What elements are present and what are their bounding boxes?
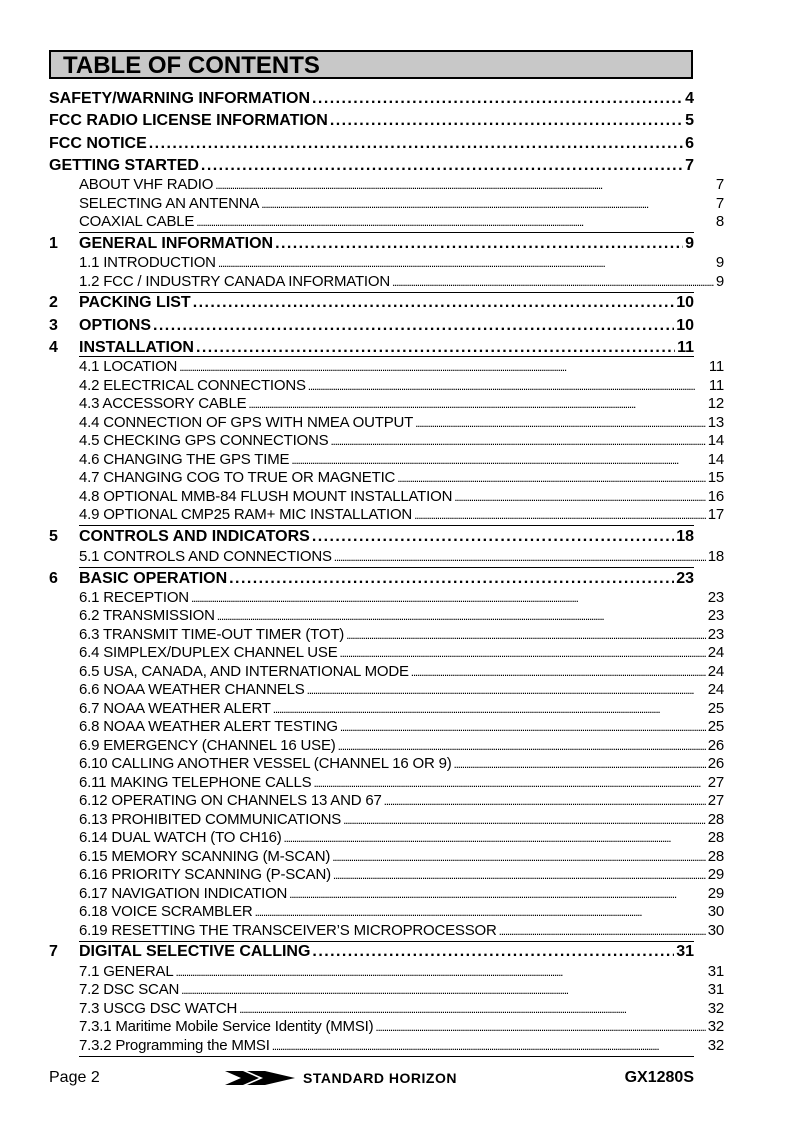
toc-dot-leader — [191, 589, 706, 608]
toc-entry — [49, 88, 694, 110]
toc-entry-page: 26 — [707, 755, 724, 772]
toc-entry-page: 7 — [715, 194, 724, 212]
toc-entry — [49, 885, 724, 904]
toc-dot-leader — [215, 176, 714, 195]
toc-dot-leader — [217, 607, 706, 626]
toc-entry-label: 6.1 RECEPTION — [79, 588, 189, 606]
footer-page-number: Page 2 — [49, 1069, 100, 1086]
toc-entry — [49, 681, 724, 700]
toc-entry — [49, 1000, 724, 1019]
toc-dot-leader — [176, 963, 706, 982]
toc-dot-leader — [273, 700, 706, 719]
toc-entry-page: 15 — [707, 469, 724, 486]
toc-entry-label: 1.1 INTRODUCTION — [79, 254, 216, 271]
toc-dot-leader — [312, 88, 683, 110]
toc-entry — [49, 568, 694, 590]
toc-entry-page: 17 — [707, 506, 724, 523]
toc-entry — [49, 195, 724, 214]
toc-entry-label: 6.7 NOAA WEATHER ALERT — [79, 699, 271, 717]
toc-title-box — [49, 50, 693, 79]
toc-entry-number: 2 — [49, 294, 58, 311]
toc-entry — [49, 981, 724, 1000]
toc-entry-page: 11 — [677, 339, 694, 356]
toc-entry — [49, 774, 724, 793]
toc-entry-page: 31 — [707, 962, 724, 980]
toc-entry-page: 23 — [707, 607, 724, 624]
toc-entry — [49, 792, 724, 811]
toc-entry-label: ABOUT VHF RADIO — [79, 176, 214, 193]
toc-dot-leader — [384, 792, 706, 811]
toc-entry-label: 6.15 MEMORY SCANNING (M-SCAN) — [79, 847, 331, 865]
toc-entry-label: PACKING LIST — [79, 294, 191, 311]
toc-entry — [49, 718, 724, 737]
toc-dot-leader — [499, 922, 706, 941]
toc-entry-page: 27 — [707, 792, 724, 809]
toc-entry-label: SAFETY/WARNING INFORMATION — [49, 90, 311, 107]
toc-entry — [49, 607, 724, 626]
toc-entry-page: 30 — [707, 921, 724, 939]
toc-entry-page: 9 — [715, 272, 724, 290]
toc-entry — [49, 626, 724, 645]
toc-dot-leader — [411, 663, 706, 682]
toc-entry-label: OPTIONS — [79, 317, 152, 334]
toc-entry — [49, 414, 724, 433]
toc-entry — [49, 922, 724, 941]
toc-entry-page: 25 — [707, 699, 724, 717]
toc-entry-page: 10 — [676, 294, 694, 311]
toc-entry-label: 6.10 CALLING ANOTHER VESSEL (CHANNEL 16 OR 9) — [79, 755, 452, 772]
toc-dot-leader — [346, 626, 706, 645]
toc-dot-leader — [333, 866, 706, 885]
toc-entry-label: 4.8 OPTIONAL MMB-84 FLUSH MOUNT INSTALLATION — [79, 487, 453, 505]
toc-entry-page: 32 — [707, 999, 724, 1017]
toc-entry — [49, 110, 694, 132]
toc-entry-label: DIGITAL SELECTIVE CALLING — [79, 943, 311, 960]
toc-dot-leader — [340, 718, 706, 737]
toc-entry-page: 27 — [707, 773, 724, 791]
toc-entry — [49, 755, 724, 774]
chapter-divider — [79, 356, 694, 357]
toc-entry-page: 25 — [707, 718, 724, 735]
toc-entry-page: 8 — [715, 213, 724, 230]
toc-entry-label: 7.3.1 Maritime Mobile Service Identity (MMSI) — [79, 1018, 374, 1035]
toc-entry-label: FCC RADIO LICENSE INFORMATION — [49, 112, 328, 129]
toc-entry-number: 7 — [49, 943, 58, 960]
toc-entry — [49, 737, 724, 756]
toc-dot-leader — [201, 155, 683, 177]
toc-entry-label: 6.11 MAKING TELEPHONE CALLS — [79, 773, 312, 791]
toc-entry-page: 9 — [715, 254, 724, 271]
toc-entry-page: 16 — [707, 487, 724, 505]
toc-dot-leader — [307, 681, 706, 700]
toc-entry-page: 30 — [707, 903, 724, 920]
page-footer — [49, 1069, 694, 1089]
toc-dot-leader — [454, 488, 705, 507]
toc-entry-page: 29 — [707, 884, 724, 902]
toc-entry-label: 5.1 CONTROLS AND CONNECTIONS — [79, 547, 332, 565]
toc-entry-label: BASIC OPERATION — [79, 569, 228, 587]
toc-entry-label: 4.6 CHANGING THE GPS TIME — [79, 450, 290, 468]
toc-dot-leader — [415, 414, 706, 433]
toc-entry-page: 14 — [707, 450, 724, 468]
toc-dot-leader — [375, 1018, 705, 1037]
toc-entry — [49, 848, 724, 867]
toc-entry — [49, 1018, 724, 1037]
toc-dot-leader — [284, 829, 706, 848]
toc-entry — [49, 395, 724, 414]
toc-dot-leader — [255, 903, 706, 922]
toc-entry-label: INSTALLATION — [79, 339, 194, 356]
toc-dot-leader — [330, 110, 683, 132]
toc-entry-page: 4 — [685, 90, 694, 107]
toc-entry-page: 32 — [707, 1018, 724, 1035]
toc-entry-page: 31 — [707, 981, 724, 998]
toc-entry-page: 9 — [685, 235, 694, 252]
toc-dot-leader — [338, 737, 706, 756]
toc-entry — [49, 589, 724, 608]
toc-dot-leader — [229, 568, 674, 590]
toc-dot-leader — [196, 213, 714, 232]
toc-entry — [49, 213, 724, 232]
toc-entry — [49, 700, 724, 719]
toc-dot-leader — [414, 506, 706, 525]
toc-entry — [49, 548, 724, 567]
toc-entry-label: 4.9 OPTIONAL CMP25 RAM+ MIC INSTALLATION — [79, 506, 413, 523]
toc-entry-page: 24 — [707, 681, 724, 698]
toc-entry — [49, 451, 724, 470]
toc-entry — [49, 432, 724, 451]
toc-entry-page: 18 — [707, 547, 724, 565]
toc-entry — [49, 273, 724, 292]
toc-dot-leader — [248, 395, 705, 414]
toc-dot-leader — [239, 1000, 706, 1019]
toc-dot-leader — [272, 1037, 706, 1056]
toc-dot-leader — [330, 432, 705, 451]
toc-entry-number: 5 — [49, 528, 58, 545]
toc-dot-leader — [181, 981, 706, 1000]
toc-entry-label: COAXIAL CABLE — [79, 213, 195, 230]
toc-entry — [49, 133, 694, 155]
toc-entry — [49, 488, 724, 507]
toc-dot-leader — [312, 941, 674, 963]
toc-entry-label: 6.13 PROHIBITED COMMUNICATIONS — [79, 810, 342, 828]
toc-entry-page: 18 — [676, 528, 694, 545]
toc-dot-leader — [343, 811, 706, 830]
toc-dot-leader — [289, 885, 706, 904]
toc-entry-label: 7.3 USCG DSC WATCH — [79, 999, 238, 1017]
toc-entry-page: 24 — [707, 662, 724, 680]
toc-entry-label: 4.3 ACCESSORY CABLE — [79, 395, 247, 412]
toc-entry-label: 4.5 CHECKING GPS CONNECTIONS — [79, 432, 329, 449]
toc-entry — [49, 176, 724, 195]
toc-entry-page: 14 — [707, 432, 724, 449]
toc-dot-leader — [313, 774, 705, 793]
toc-dot-leader — [153, 315, 674, 337]
toc-entry-label: CONTROLS AND INDICATORS — [79, 528, 310, 545]
toc-entry-label: 6.18 VOICE SCRAMBLER — [79, 903, 253, 920]
toc-entry-label: 1.2 FCC / INDUSTRY CANADA INFORMATION — [79, 272, 390, 290]
toc-entry-label: GETTING STARTED — [49, 157, 199, 174]
toc-entry-label: 4.2 ELECTRICAL CONNECTIONS — [79, 376, 306, 394]
toc-entry-page: 24 — [707, 644, 724, 661]
toc-entry — [49, 903, 724, 922]
toc-entry-label: 6.5 USA, CANADA, AND INTERNATIONAL MODE — [79, 662, 409, 680]
brand-logo — [225, 1067, 457, 1089]
toc-entry-label: 4.1 LOCATION — [79, 358, 178, 375]
toc-dot-leader — [454, 755, 706, 774]
toc-entry-label: 6.2 TRANSMISSION — [79, 607, 215, 624]
toc-entry-label: 6.12 OPERATING ON CHANNELS 13 AND 67 — [79, 792, 382, 809]
toc-dot-leader — [334, 548, 706, 567]
toc-entry-number: 4 — [49, 339, 58, 356]
toc-entry — [49, 377, 724, 396]
toc-entry — [49, 1037, 724, 1056]
toc-dot-leader — [149, 133, 683, 155]
toc-entry — [49, 526, 694, 548]
toc-entry-page: 7 — [715, 176, 724, 193]
toc-dot-leader — [392, 273, 714, 292]
toc-entry-page: 13 — [707, 413, 724, 431]
standard-horizon-logo-icon — [225, 1069, 295, 1087]
page-title: TABLE OF CONTENTS — [63, 52, 320, 79]
toc-dot-leader — [291, 451, 705, 470]
toc-entry-number: 3 — [49, 317, 58, 334]
toc-dot-leader — [312, 526, 674, 548]
toc-dot-leader — [275, 233, 683, 255]
toc-entry — [49, 829, 724, 848]
toc-dot-leader — [218, 254, 714, 273]
toc-entry-page: 23 — [707, 588, 724, 606]
toc-entry — [49, 941, 694, 963]
toc-dot-leader — [261, 195, 714, 214]
toc-entry-page: 28 — [707, 810, 724, 828]
brand-name: STANDARD HORIZON — [303, 1070, 457, 1086]
toc-entry-label: FCC NOTICE — [49, 135, 147, 152]
toc-dot-leader — [179, 358, 707, 377]
toc-entry-page: 23 — [707, 625, 724, 643]
toc-entry-page: 28 — [707, 847, 724, 865]
toc-dot-leader — [332, 848, 706, 867]
toc-entry-page: 7 — [685, 157, 694, 174]
toc-entry-label: 7.1 GENERAL — [79, 962, 174, 980]
toc-entry — [49, 254, 724, 273]
toc-entry-label: 7.3.2 Programming the MMSI — [79, 1036, 270, 1054]
toc-entry-page: 12 — [707, 395, 724, 412]
toc-entry-label: 6.19 RESETTING THE TRANSCEIVER’S MICROPROCESSOR — [79, 921, 497, 939]
toc-entry-label: SELECTING AN ANTENNA — [79, 194, 260, 212]
toc-entry-label: GENERAL INFORMATION — [79, 235, 274, 252]
toc-dot-leader — [308, 377, 707, 396]
chapter-divider — [79, 1056, 694, 1057]
toc-entry-label: 4.4 CONNECTION OF GPS WITH NMEA OUTPUT — [79, 413, 414, 431]
toc-entry-label: 6.16 PRIORITY SCANNING (P-SCAN) — [79, 866, 331, 883]
toc-entry-label: 6.6 NOAA WEATHER CHANNELS — [79, 681, 305, 698]
toc-entry-page: 11 — [708, 376, 724, 394]
toc-entry — [49, 644, 724, 663]
toc-entry-label: 6.4 SIMPLEX/DUPLEX CHANNEL USE — [79, 644, 338, 661]
toc-entry-page: 29 — [707, 866, 724, 883]
toc-entry-page: 31 — [676, 943, 694, 960]
toc-entry — [49, 866, 724, 885]
toc-entry-page: 5 — [685, 112, 694, 129]
toc-entry — [49, 292, 694, 314]
toc-entry-number: 1 — [49, 235, 58, 252]
toc-entry-page: 10 — [676, 317, 694, 334]
toc-entry — [49, 233, 694, 255]
model-name: GX1280S — [624, 1069, 694, 1086]
toc-entry — [49, 469, 724, 488]
toc-entry-label: 6.17 NAVIGATION INDICATION — [79, 884, 288, 902]
toc-entry-label: 6.3 TRANSMIT TIME-OUT TIMER (TOT) — [79, 625, 345, 643]
toc-entry-label: 6.8 NOAA WEATHER ALERT TESTING — [79, 718, 338, 735]
toc-entry-page: 6 — [685, 135, 694, 152]
toc-entry-page: 23 — [676, 569, 694, 587]
toc-entry-label: 7.2 DSC SCAN — [79, 981, 180, 998]
toc-entry-label: 6.9 EMERGENCY (CHANNEL 16 USE) — [79, 736, 336, 754]
toc-dot-leader — [193, 292, 675, 314]
toc-entry-number: 6 — [49, 569, 58, 587]
toc-entry-page: 28 — [707, 829, 724, 846]
toc-entry — [49, 506, 724, 525]
toc-dot-leader — [397, 469, 706, 488]
toc-entry-page: 32 — [707, 1036, 724, 1054]
toc-dot-leader — [340, 644, 706, 663]
toc-entry-label: 4.7 CHANGING COG TO TRUE OR MAGNETIC — [79, 469, 396, 486]
toc-entry — [49, 963, 724, 982]
toc-entry — [49, 358, 724, 377]
toc-entry — [49, 811, 724, 830]
toc-entry — [49, 663, 724, 682]
toc-entry-page: 11 — [708, 358, 724, 375]
toc-entry-label: 6.14 DUAL WATCH (TO CH16) — [79, 829, 282, 846]
toc-entry — [49, 315, 694, 337]
toc-entry — [49, 155, 694, 177]
toc-entry-page: 26 — [707, 736, 724, 754]
